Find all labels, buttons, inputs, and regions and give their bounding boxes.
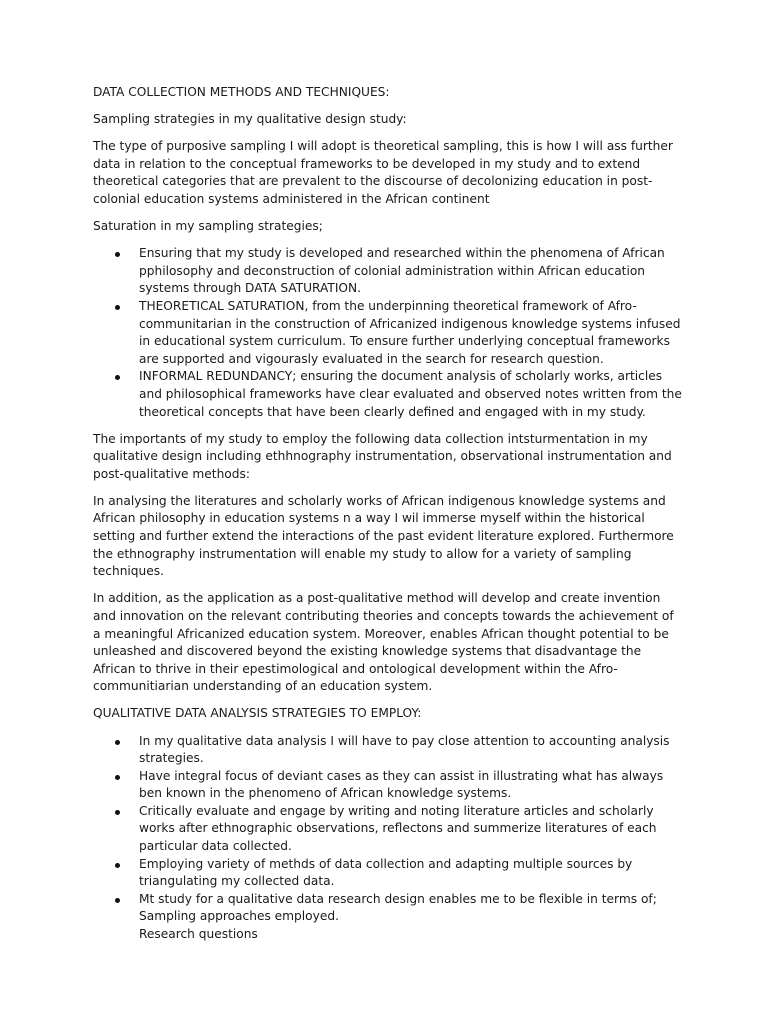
list-item — [93, 803, 683, 856]
bullet-icon — [115, 898, 120, 903]
list-item — [93, 856, 683, 891]
list-item-text: Have integral focus of deviant cases as they can assist in illustrating what has always ben known in the phenomeno of African knowledge systems. — [139, 768, 664, 801]
list-item — [93, 298, 683, 368]
paragraph-analysing: In analysing the literatures and scholarly works of African indigenous knowledge systems and African philosophy in education systems n a way I wil immerse myself within the historical setting and further extend the interactions of the past evident literature explored. Furthermore the ethnography instrumentation will enable my study to allow for a variety of sampling techniques. — [93, 493, 674, 579]
section-heading: DATA COLLECTION METHODS AND TECHNIQUES: — [93, 85, 390, 99]
paragraph-post-qualitative: In addition, as the application as a post-qualitative method will develop and create invention and innovation on the relevant contributing theories and concepts towards the achievement of a meaningful Africanized education system. Moreover, enables African thought potential to be unleashed and discovered beyond the existing knowledge systems that disadvantage the African to thrive in their epestimological and ontological development within the Afro-communitiarian understanding of an education system. — [93, 591, 674, 694]
analysis-list — [93, 733, 683, 944]
list-item-text: Ensuring that my study is developed and researched within the phenomena of African pphilosophy and deconstruction of colonial administration within African education systems through DATA SATURATION. — [139, 246, 665, 296]
list-item-text: THEORETICAL SATURATION, from the underpinning theoretical framework of Afro-communitarian in the construction of Africanized indigenous knowledge systems infused in educational system curriculum. To ensure further underlying conceptual frameworks are supported and vigourasly evaluated in the search for research question. — [139, 298, 681, 366]
saturation-label: Saturation in my sampling strategies; — [93, 219, 323, 234]
list-item — [93, 733, 683, 768]
bullet-icon — [115, 863, 120, 868]
list-item-subline: Research questions — [139, 927, 258, 942]
analysis-heading: QUALITATIVE DATA ANALYSIS STRATEGIES TO EMPLOY: — [93, 706, 422, 721]
list-item — [93, 768, 683, 803]
bullet-icon — [115, 305, 120, 310]
list-item — [93, 368, 683, 421]
subheading: Sampling strategies in my qualitative design study: — [93, 112, 407, 127]
bullet-icon — [115, 740, 120, 745]
saturation-list — [93, 245, 683, 421]
bullet-icon — [115, 252, 120, 257]
bullet-icon — [115, 775, 120, 780]
list-item — [93, 245, 683, 298]
list-item-text: Employing variety of methds of data collection and adapting multiple sources by triangulating my collected data. — [139, 856, 633, 889]
bullet-icon — [115, 810, 120, 815]
document-page — [93, 84, 683, 953]
paragraph-sampling: The type of purposive sampling I will adopt is theoretical sampling, this is how I will ass further data in relation to the conceptual frameworks to be developed in my study and to extend theoretical categories that are prevalent to the discourse of decolonizing education in post-colonial education systems administered in the African continent — [93, 139, 673, 206]
list-item-text: Critically evaluate and engage by writing and noting literature articles and scholarly works after ethnographic observations, reflectons and summerize literatures of each particular data collected. — [139, 803, 657, 854]
list-item-text: Mt study for a qualitative data research design enables me to be flexible in terms of; — [139, 891, 657, 906]
list-item-text: In my qualitative data analysis I will have to pay close attention to accounting analysis strategies. — [139, 733, 670, 766]
list-item-subline: Sampling approaches employed. — [139, 909, 339, 924]
bullet-icon — [115, 375, 120, 380]
paragraph-instrumentation: The importants of my study to employ the following data collection intsturmentation in my qualitative design including ethhnography instrumentation, observational instrumentation and post-qualitative methods: — [93, 431, 672, 481]
list-item — [93, 891, 683, 944]
list-item-text: INFORMAL REDUNDANCY; ensuring the document analysis of scholarly works, articles and philosophical frameworks have clear evaluated and observed notes written from the theoretical concepts that have been clearly defined and engaged with in my study. — [139, 369, 682, 419]
